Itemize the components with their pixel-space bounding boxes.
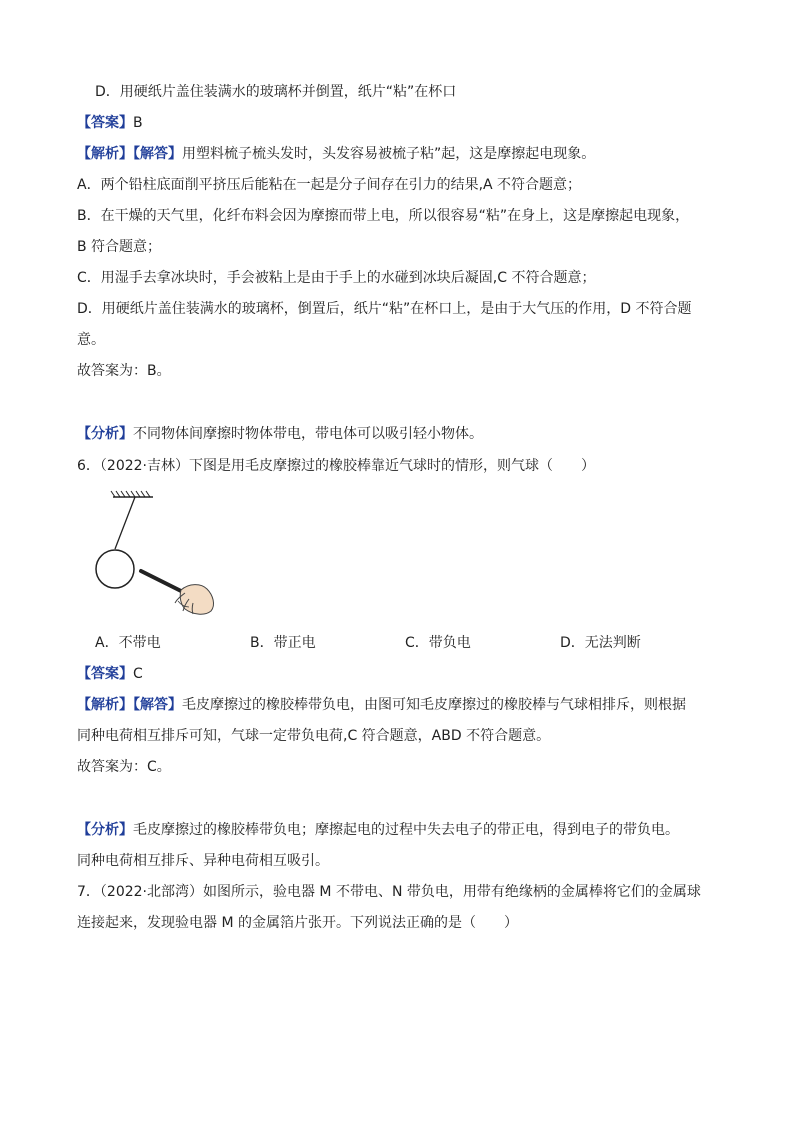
q6-fenxi-line — [77, 820, 679, 840]
q6-conclusion: 故答案为：C。 — [77, 759, 171, 775]
q5-line-d: D．用硬纸片盖住装满水的玻璃杯，倒置后，纸片“粘”在杯口上，是由于大气压的作用，D 不符合题 — [77, 301, 692, 317]
answer-tag: 【答案】 — [77, 115, 133, 131]
q5-line-a: A．两个铅柱底面削平挤压后能粘在一起是分子间存在引力的结果,A 不符合题意； — [77, 177, 582, 193]
q6-stem: 6．（2022·吉林）下图是用毛皮摩擦过的橡胶棒靠近气球时的情形，则气球（ ） — [77, 458, 595, 474]
q5-fenxi-line — [77, 424, 483, 444]
fenxi-tag: 【分析】 — [77, 822, 133, 838]
fenxi-tag: 【分析】 — [77, 426, 133, 442]
q5-option-d: D．用硬纸片盖住装满水的玻璃杯并倒置，纸片“粘”在杯口 — [95, 84, 457, 100]
answer-tag: 【答案】 — [77, 666, 133, 682]
q6-line-1: 同种电荷相互排斥可知，气球一定带负电荷,C 符合题意，ABD 不符合题意。 — [77, 728, 551, 744]
balloon — [96, 550, 134, 588]
balloon-rod-figure — [85, 487, 235, 622]
q6-fenxi-text: 毛皮摩擦过的橡胶棒带负电；摩擦起电的过程中失去电子的带正电，得到电子的带负电。 — [133, 822, 679, 838]
q6-jiexi-line — [77, 695, 686, 715]
q5-line-b2: B 符合题意； — [77, 239, 162, 255]
string — [115, 497, 135, 549]
jiexi-tag: 【解析】 — [77, 146, 133, 162]
q5-jiexi-line — [77, 144, 595, 164]
q6-jiexi-text: 毛皮摩擦过的橡胶棒带负电，由图可知毛皮摩擦过的橡胶棒与气球相排斥，则根据 — [182, 697, 686, 713]
q5-answer-line — [77, 113, 143, 133]
q7-stem-line2: 连接起来，发现验电器 M 的金属箔片张开。下列说法正确的是（ ） — [77, 915, 518, 931]
q5-line-d2: 意。 — [77, 332, 105, 348]
q5-conclusion: 故答案为：B。 — [77, 363, 171, 379]
jieda-tag: 【解答】 — [133, 146, 182, 162]
q6-answer-line — [77, 664, 143, 684]
q6-option-a: A．不带电 — [95, 635, 161, 651]
q7-stem: 7．（2022·北部湾）如图所示，验电器 M 不带电、N 带负电，用带有绝缘柄的金属棒将它们的金属球 — [77, 884, 701, 900]
q6-answer: C — [133, 666, 143, 682]
ceiling-mount — [111, 491, 153, 497]
q5-answer: B — [133, 115, 143, 131]
q6-option-b: B．带正电 — [250, 635, 316, 651]
q5-line-c: C．用湿手去拿冰块时，手会被粘上是由于手上的水碰到冰块后凝固,C 不符合题意； — [77, 270, 596, 286]
q5-line-b: B．在干燥的天气里，化纤布料会因为摩擦而带上电，所以很容易“粘”在身上，这是摩擦起电现象， — [77, 208, 690, 224]
jiexi-tag: 【解析】 — [77, 697, 133, 713]
q5-fenxi-text: 不同物体间摩擦时物体带电，带电体可以吸引轻小物体。 — [133, 426, 483, 442]
q5-jiexi-text: 用塑料梳子梳头发时，头发容易被梳子粘”起，这是摩擦起电现象。 — [182, 146, 596, 162]
q6-fenxi-line2: 同种电荷相互排斥、异种电荷相互吸引。 — [77, 853, 329, 869]
jieda-tag: 【解答】 — [133, 697, 182, 713]
q6-option-d: D．无法判断 — [560, 635, 641, 651]
q6-option-c: C．带负电 — [405, 635, 471, 651]
